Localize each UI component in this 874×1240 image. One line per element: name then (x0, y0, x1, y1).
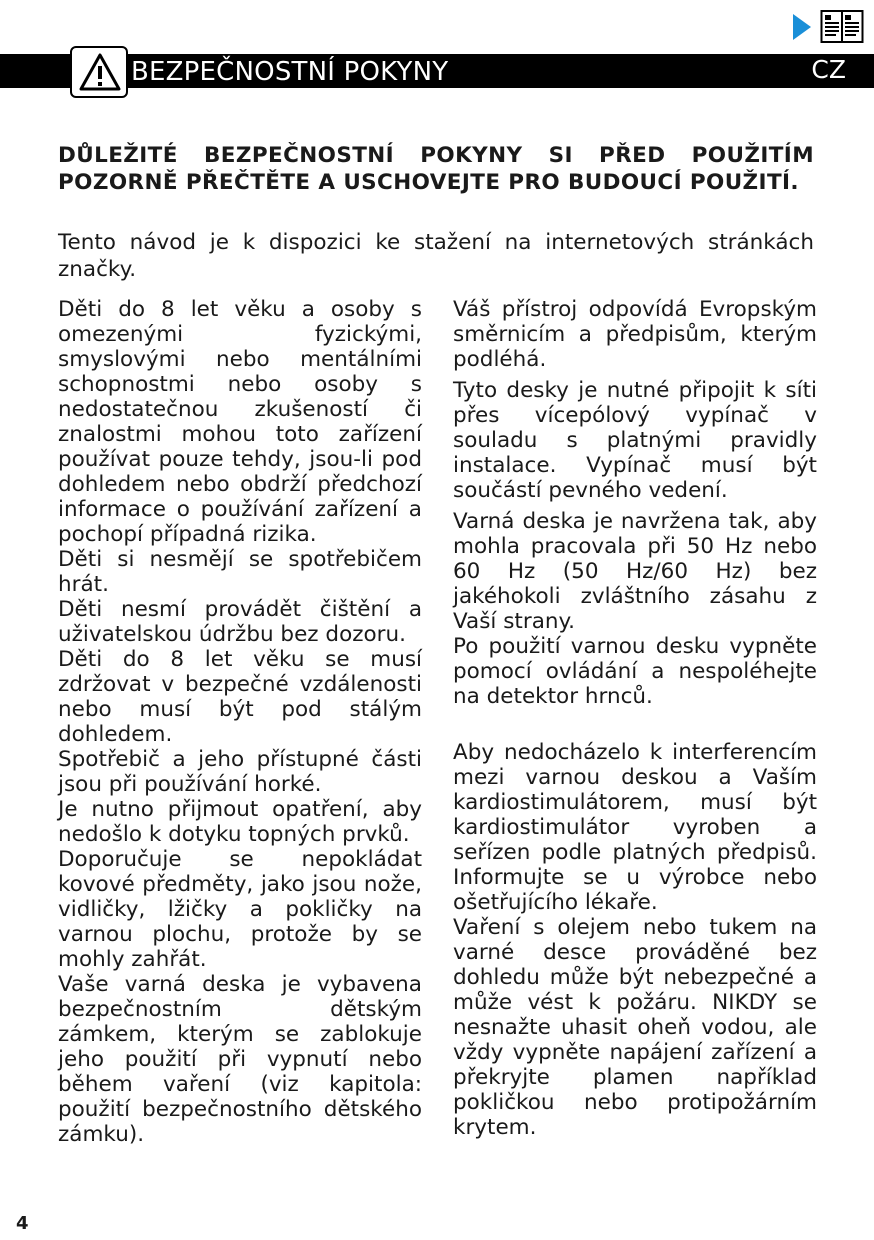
paragraph: Vaření s olejem nebo tukem na varné desce prováděné bez dohledu může být nebezpečné a může vést k požáru. NIKDY se nesnažte uhasit oheň vodou, ale vždy vypněte napájení zařízení a překryjte plamen například pokličkou nebo protipožárním krytem. (453, 915, 817, 1140)
paragraph: Děti do 8 let věku a osoby s omezenými fyzickými, smyslovými nebo mentálními schopnostmi nebo osoby s nedostatečnou zkušeností či znalostmi mohou toto zařízení používat pouze tehdy, jsou-li pod dohledem nebo obdrží předchozí informace o používání zařízení a pochopí případná rizika. (58, 297, 422, 547)
important-heading: DŮLEŽITÉ BEZPEČNOSTNÍ POKYNY SI PŘED POUŽITÍM POZORNĚ PŘEČTĚTE A USCHOVEJTE PRO BUDOUCÍ POUŽITÍ. (58, 143, 814, 195)
paragraph: Doporučuje se nepokládat kovové předměty, jako jsou nože, vidličky, lžičky a pokličky na varnou plochu, protože by se mohly zahřát. (58, 847, 422, 972)
right-column (453, 297, 817, 1140)
page-number: 4 (16, 1213, 29, 1234)
warning-triangle-icon (78, 52, 122, 92)
paragraph: Váš přístroj odpovídá Evropským směrnicím a předpisům, kterým podléhá. (453, 297, 817, 372)
paragraph: Vaše varná deska je vybavena bezpečnostním dětským zámkem, kterým se zablokuje jeho použití při vypnutí nebo během vaření (viz kapitola: použití bezpečnostního dětského zámku). (58, 972, 422, 1147)
paragraph: Děti nesmí provádět čištění a uživatelskou údržbu bez dozoru. (58, 597, 422, 647)
paragraph: Děti do 8 let věku se musí zdržovat v bezpečné vzdálenosti nebo musí být pod stálým dohledem. (58, 647, 422, 747)
paragraph: Aby nedocházelo k interferencím mezi varnou deskou a Vaším kardiostimulátorem, musí být kardiostimulátor vyroben a seřízen podle platných předpisů. Informujte se u výrobce nebo ošetřujícího lékaře. (453, 740, 817, 915)
left-column (58, 297, 422, 1147)
paragraph: Tyto desky je nutné připojit k síti přes vícepólový vypínač v souladu s platnými pravidly instalace. Vypínač musí být součástí pevného vedení. (453, 378, 817, 503)
download-note: Tento návod je k dispozici ke stažení na internetových stránkách značky. (58, 230, 814, 282)
paragraph: Je nutno přijmout opatření, aby nedošlo k dotyku topných prvků. (58, 797, 422, 847)
paragraph: Varná deska je navržena tak, aby mohla pracovala při 50 Hz nebo 60 Hz (50 Hz/60 Hz) bez jakéhokoli zvláštního zásahu z Vaší strany. (453, 509, 817, 634)
paragraph: Po použití varnou desku vypněte pomocí ovládání a nespoléhejte na detektor hrnců. (453, 634, 817, 709)
paragraph: Děti si nesmějí se spotřebičem hrát. (58, 547, 422, 597)
section-title: BEZPEČNOSTNÍ POKYNY (131, 57, 449, 87)
next-arrow-icon[interactable] (793, 14, 811, 40)
language-code: CZ (811, 55, 846, 84)
paragraph: Spotřebič a jeho přístupné části jsou při používání horké. (58, 747, 422, 797)
manual-book-icon (820, 8, 864, 44)
warning-badge (70, 46, 128, 98)
